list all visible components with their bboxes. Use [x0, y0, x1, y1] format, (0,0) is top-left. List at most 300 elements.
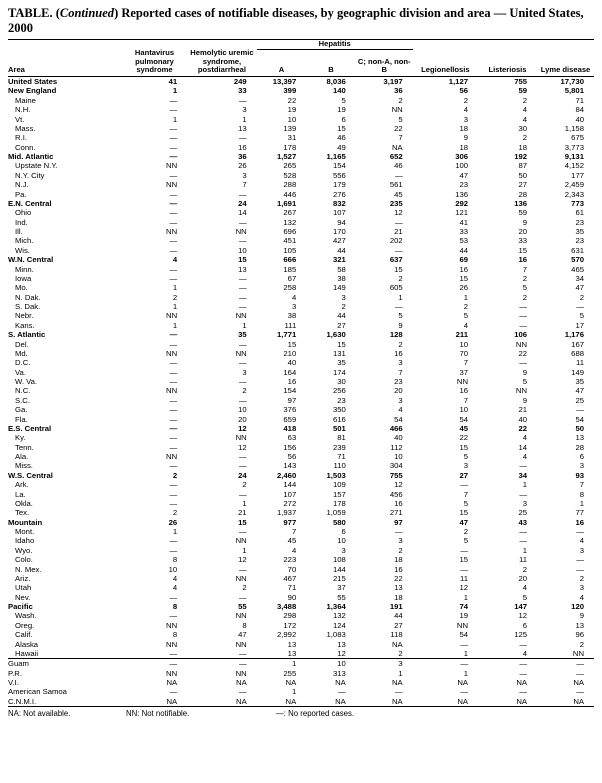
row-value: 1 — [291, 687, 297, 697]
row-value: 105 — [283, 245, 297, 255]
row-value: 44 — [459, 245, 469, 255]
row-value: 4 — [522, 105, 528, 115]
row-value: 1 — [242, 498, 247, 508]
row-value: — — [169, 592, 178, 602]
table-row — [8, 311, 594, 320]
row-area-label: C.N.M.I. — [8, 697, 122, 707]
header-row-span — [8, 40, 594, 50]
row-value: 1 — [463, 292, 469, 302]
row-value: NA — [166, 678, 178, 688]
row-value: 13 — [287, 648, 297, 658]
row-value: 71 — [287, 583, 297, 593]
row-value: 12 — [337, 648, 346, 658]
table-row — [8, 697, 594, 707]
row-value: NA — [391, 142, 403, 152]
row-value: 4 — [463, 105, 469, 115]
row-value: — — [169, 217, 178, 227]
row-value: 47 — [238, 630, 247, 640]
row-value: — — [169, 152, 178, 162]
row-value: 53 — [459, 236, 469, 246]
row-value: 25 — [575, 395, 584, 405]
row-value: NN — [572, 648, 584, 658]
title-prefix: TABLE. ( — [8, 6, 60, 20]
row-value: — — [519, 536, 528, 546]
row-value: 15 — [337, 339, 346, 349]
row-value: — — [576, 555, 584, 565]
row-value: 8,036 — [326, 77, 346, 87]
row-value: 15 — [287, 339, 297, 349]
row-value: 56 — [459, 86, 469, 96]
row-value: 4 — [579, 592, 584, 602]
row-value: 2 — [579, 292, 584, 302]
row-value: 4 — [522, 452, 528, 462]
row-value: 33 — [518, 236, 528, 246]
row-value: 40 — [575, 114, 584, 124]
row-value: 36 — [238, 152, 247, 162]
row-value: — — [169, 423, 178, 433]
row-value: — — [576, 302, 584, 312]
row-value: 9 — [398, 320, 403, 330]
row-value: 675 — [571, 133, 584, 143]
row-value: NA — [335, 678, 346, 688]
row-value: 313 — [332, 668, 346, 678]
row-area-label: R.I. — [15, 133, 27, 143]
row-value: 2,460 — [276, 470, 297, 480]
row-value: 41 — [459, 217, 469, 227]
row-value: 2 — [242, 583, 247, 593]
row-value: 8 — [172, 555, 178, 565]
row-value: 202 — [389, 236, 403, 246]
row-value: 167 — [571, 339, 584, 349]
row-value: 27 — [459, 470, 469, 480]
row-value: — — [394, 687, 403, 697]
row-value: 18 — [394, 592, 403, 602]
table-footnotes — [8, 707, 594, 719]
row-value: — — [519, 489, 528, 499]
table-row — [8, 358, 594, 367]
row-value: 121 — [455, 208, 469, 218]
row-value: 59 — [518, 86, 528, 96]
row-area-label: United States — [8, 77, 58, 87]
row-value: 9 — [522, 367, 528, 377]
table-row — [8, 208, 594, 217]
row-value: 8 — [579, 489, 584, 499]
row-value: 4 — [522, 114, 528, 124]
row-value: 35 — [337, 358, 346, 368]
row-value: 2 — [522, 273, 528, 283]
row-area-label: Ohio — [15, 208, 32, 218]
row-value: 170 — [332, 227, 346, 237]
row-value: 3 — [463, 114, 469, 124]
row-area-label: Guam — [8, 659, 122, 669]
row-value: 54 — [459, 414, 469, 424]
row-value: 3 — [398, 395, 403, 405]
row-value: 446 — [283, 189, 297, 199]
row-value: 1 — [463, 668, 469, 678]
row-area-label: Calif. — [15, 630, 33, 640]
row-area-label: Minn. — [15, 264, 34, 274]
footnote-na: NA: Not available. — [8, 709, 71, 718]
row-value: NN — [235, 611, 247, 621]
row-value: 215 — [332, 573, 346, 583]
row-value: 54 — [459, 630, 469, 640]
table-row — [8, 124, 594, 133]
row-value: 132 — [332, 611, 346, 621]
table-row — [8, 649, 594, 659]
header-legionellosis-spacer — [413, 40, 478, 50]
row-value: 1 — [463, 648, 469, 658]
row-value: 28 — [575, 442, 584, 452]
row-value: 87 — [518, 161, 528, 171]
row-value: 15 — [394, 264, 403, 274]
row-value: 38 — [337, 273, 346, 283]
row-area-label: American Samoa — [8, 687, 67, 697]
row-value: 15 — [518, 245, 528, 255]
row-area-label: Ind. — [15, 217, 28, 227]
row-value: — — [239, 189, 247, 199]
row-area-label: D.C. — [15, 358, 31, 368]
title-suffix: ) Reported cases of notifiable diseases, by geographic division and area — United States, 2000 — [8, 6, 584, 35]
row-value: 6 — [522, 620, 528, 630]
row-value: NN — [235, 348, 247, 358]
header-hus: Hemolytic uremic syndrome, postdiarrheal — [187, 49, 257, 76]
row-value: 258 — [283, 283, 297, 293]
row-area-label: Va. — [15, 367, 26, 377]
footnote-nn: NN: Not notifiable. — [126, 709, 190, 718]
row-value: 399 — [283, 86, 297, 96]
row-value: — — [169, 198, 178, 208]
row-value: 292 — [455, 198, 469, 208]
row-value: 100 — [455, 161, 469, 171]
row-value: 4 — [291, 545, 297, 555]
row-value: 25 — [518, 508, 528, 518]
row-value: 16 — [459, 386, 469, 396]
table-row — [8, 330, 594, 339]
row-value: 4 — [291, 292, 297, 302]
row-value: 288 — [283, 180, 297, 190]
row-value: 5 — [579, 311, 584, 321]
row-value: 1 — [172, 320, 178, 330]
row-value: 1,158 — [564, 123, 584, 133]
row-value: 97 — [287, 395, 297, 405]
row-value: 1,771 — [276, 330, 297, 340]
table-row — [8, 199, 594, 208]
row-value: 21 — [394, 227, 403, 237]
table-row — [8, 461, 594, 470]
row-value: 3,488 — [276, 602, 297, 612]
table-row — [8, 293, 594, 302]
table-row — [8, 339, 594, 348]
header-lyme-spacer — [537, 40, 594, 50]
table-row — [8, 302, 594, 311]
row-value: 22 — [459, 433, 469, 443]
table-row — [8, 96, 594, 105]
table-row — [8, 86, 594, 95]
row-value: 16 — [394, 564, 403, 574]
row-value: 1,527 — [276, 152, 297, 162]
row-area-label: La. — [15, 489, 26, 499]
row-value: 755 — [389, 470, 403, 480]
row-value: — — [169, 367, 178, 377]
row-value: NA — [478, 697, 537, 707]
table-body — [8, 76, 594, 706]
row-value: 3 — [242, 105, 247, 115]
row-value: 4 — [579, 536, 584, 546]
row-value: 132 — [283, 217, 297, 227]
row-value: 2 — [522, 292, 528, 302]
row-value: 1,503 — [326, 470, 346, 480]
table-row — [8, 527, 594, 536]
row-value: 37 — [337, 583, 346, 593]
header-hep-nanb: C; non-A, non-B — [356, 49, 413, 76]
row-value: 5 — [463, 536, 469, 546]
row-value: — — [239, 452, 247, 462]
row-value: NN — [166, 668, 178, 678]
row-value: 298 — [283, 611, 297, 621]
row-value: 18 — [459, 123, 469, 133]
row-value: 9 — [522, 217, 528, 227]
row-value: 3,197 — [383, 77, 403, 87]
row-value: 6 — [579, 452, 584, 462]
row-value: 18 — [459, 142, 469, 152]
table-row — [8, 593, 594, 602]
row-area-label: Mass. — [15, 123, 36, 133]
row-value: 67 — [287, 273, 297, 283]
row-value: 4 — [522, 583, 528, 593]
row-value: 55 — [238, 602, 247, 612]
row-area-label: Iowa — [15, 273, 32, 283]
row-value: 12 — [238, 423, 247, 433]
row-area-label: Ill. — [15, 227, 23, 237]
row-value: NA — [391, 678, 403, 688]
row-value: NN — [166, 452, 178, 462]
row-value: 35 — [575, 227, 584, 237]
row-value: — — [519, 302, 528, 312]
table-row — [8, 583, 594, 592]
row-value: 50 — [518, 170, 528, 180]
row-value: 1 — [579, 498, 584, 508]
row-area-label: Alaska — [15, 639, 39, 649]
notifiable-diseases-table — [8, 39, 594, 707]
table-row — [8, 161, 594, 170]
row-value: 7 — [463, 358, 469, 368]
row-value: 2 — [242, 386, 247, 396]
row-value: 8 — [172, 630, 178, 640]
row-value: 5 — [341, 95, 346, 105]
table-row — [8, 621, 594, 630]
row-area-label: Colo. — [15, 555, 33, 565]
row-value: — — [460, 564, 469, 574]
row-value: 304 — [389, 461, 403, 471]
row-value: — — [169, 377, 178, 387]
row-value: 9 — [579, 611, 584, 621]
row-area-label: Wyo. — [15, 545, 33, 555]
table-row — [8, 433, 594, 442]
row-value: — — [169, 687, 178, 697]
row-value: 45 — [394, 189, 403, 199]
row-value: — — [576, 687, 584, 697]
header-hep-a: A — [257, 49, 307, 76]
row-value: 4,152 — [564, 161, 584, 171]
row-value: NA — [537, 697, 594, 707]
row-value: — — [239, 377, 247, 387]
row-value: 696 — [283, 227, 297, 237]
row-value: 4 — [463, 320, 469, 330]
row-value: 2 — [463, 527, 469, 537]
row-value: 55 — [337, 592, 346, 602]
row-value: 605 — [389, 283, 403, 293]
row-value: 24 — [238, 198, 247, 208]
row-value: NA — [457, 678, 469, 688]
row-value: — — [169, 330, 178, 340]
row-value: — — [169, 480, 178, 490]
row-value: — — [394, 170, 403, 180]
row-value: — — [169, 442, 178, 452]
row-value: 47 — [459, 170, 469, 180]
row-value: 6 — [341, 114, 346, 124]
row-value: 2 — [242, 480, 247, 490]
row-value: 13 — [575, 433, 584, 443]
row-value: 71 — [575, 95, 584, 105]
row-value: — — [169, 339, 178, 349]
row-value: 616 — [332, 414, 346, 424]
row-value: 1,165 — [326, 152, 346, 162]
table-row — [8, 630, 594, 639]
table-row — [8, 386, 594, 395]
row-area-label: N.C. — [15, 386, 31, 396]
row-value: 2 — [398, 273, 403, 283]
row-area-label: Mo. — [15, 283, 28, 293]
row-value: 10 — [238, 405, 247, 415]
row-value: NA — [285, 678, 297, 688]
row-value: 10 — [238, 245, 247, 255]
row-value: 376 — [283, 405, 297, 415]
row-value: 27 — [518, 180, 528, 190]
row-value: 149 — [332, 283, 346, 293]
row-value: 172 — [283, 620, 297, 630]
row-value: — — [239, 395, 247, 405]
row-value: NN — [166, 620, 178, 630]
row-value: 2 — [398, 339, 403, 349]
row-value: 22 — [287, 95, 297, 105]
row-value: — — [169, 461, 178, 471]
row-value: 106 — [514, 330, 528, 340]
row-area-label: New England — [8, 86, 57, 96]
row-area-label: Mont. — [15, 527, 35, 537]
row-value: 19 — [337, 105, 346, 115]
row-value: NA — [187, 697, 257, 707]
row-value: NN — [166, 161, 178, 171]
row-value: 28 — [518, 189, 528, 199]
row-value: 154 — [332, 161, 346, 171]
row-value: — — [519, 639, 528, 649]
row-value: 19 — [287, 105, 297, 115]
row-value: 16 — [394, 348, 403, 358]
row-value: NN — [456, 377, 469, 387]
row-value: 47 — [575, 283, 584, 293]
row-value: 58 — [337, 264, 346, 274]
table-row — [8, 171, 594, 180]
row-value: 40 — [394, 433, 403, 443]
row-value: 16 — [287, 377, 297, 387]
row-value: 755 — [514, 77, 528, 87]
row-area-label: Oreg. — [15, 620, 35, 630]
row-value: 30 — [518, 123, 528, 133]
row-value: 5 — [522, 377, 528, 387]
table-row — [8, 180, 594, 189]
row-value: 22 — [394, 573, 403, 583]
row-value: 1,364 — [326, 602, 346, 612]
table-row — [8, 424, 594, 433]
row-value: — — [169, 611, 178, 621]
row-value: 22 — [518, 348, 528, 358]
row-value: 16 — [518, 255, 528, 265]
row-value: 1 — [172, 527, 178, 537]
row-value: 74 — [459, 602, 469, 612]
row-value: 16 — [575, 517, 584, 527]
header-legionellosis: Legionellosis — [413, 49, 478, 76]
row-value: 2 — [172, 292, 178, 302]
row-value: 3 — [463, 461, 469, 471]
row-value: 17,730 — [560, 77, 584, 87]
row-value: NN — [166, 311, 178, 321]
row-value: 111 — [284, 320, 297, 330]
row-value: 192 — [514, 152, 528, 162]
row-value: 267 — [283, 208, 297, 218]
table-row — [8, 105, 594, 114]
row-value: 637 — [389, 255, 403, 265]
row-value: 211 — [455, 330, 469, 340]
row-value: 118 — [390, 630, 403, 640]
row-value: 44 — [337, 245, 346, 255]
row-value: 255 — [283, 668, 297, 678]
row-area-label: Md. — [15, 348, 28, 358]
row-value: 47 — [575, 386, 584, 396]
row-value: 20 — [394, 386, 403, 396]
row-area-label: Mid. Atlantic — [8, 152, 54, 162]
row-value: 2 — [522, 133, 528, 143]
row-area-label: Utah — [15, 583, 32, 593]
row-value: 144 — [332, 564, 346, 574]
row-value: 465 — [571, 264, 584, 274]
row-value: 30 — [337, 377, 346, 387]
row-area-label: Miss. — [15, 461, 33, 471]
row-area-label: Del. — [15, 339, 29, 349]
row-area-label: N. Mex. — [15, 564, 42, 574]
row-value: NA — [122, 697, 187, 707]
row-value: 107 — [283, 489, 297, 499]
row-value: 456 — [389, 489, 403, 499]
row-value: 7 — [522, 264, 528, 274]
row-value: — — [169, 95, 178, 105]
row-value: — — [169, 170, 178, 180]
row-value: 13 — [238, 264, 247, 274]
row-value: NN — [166, 639, 178, 649]
row-value: NN — [166, 386, 178, 396]
row-area-label: Maine — [15, 95, 36, 105]
row-value: 43 — [518, 517, 528, 527]
row-value: 61 — [575, 208, 584, 218]
row-value: — — [460, 639, 469, 649]
table-row — [8, 687, 594, 696]
row-value: 9 — [463, 133, 469, 143]
header-listeriosis: Listeriosis — [478, 49, 537, 76]
table-row — [8, 189, 594, 198]
row-value: 112 — [390, 442, 403, 452]
row-value: NA — [306, 697, 356, 707]
row-value: — — [394, 527, 403, 537]
row-value: 96 — [575, 630, 584, 640]
